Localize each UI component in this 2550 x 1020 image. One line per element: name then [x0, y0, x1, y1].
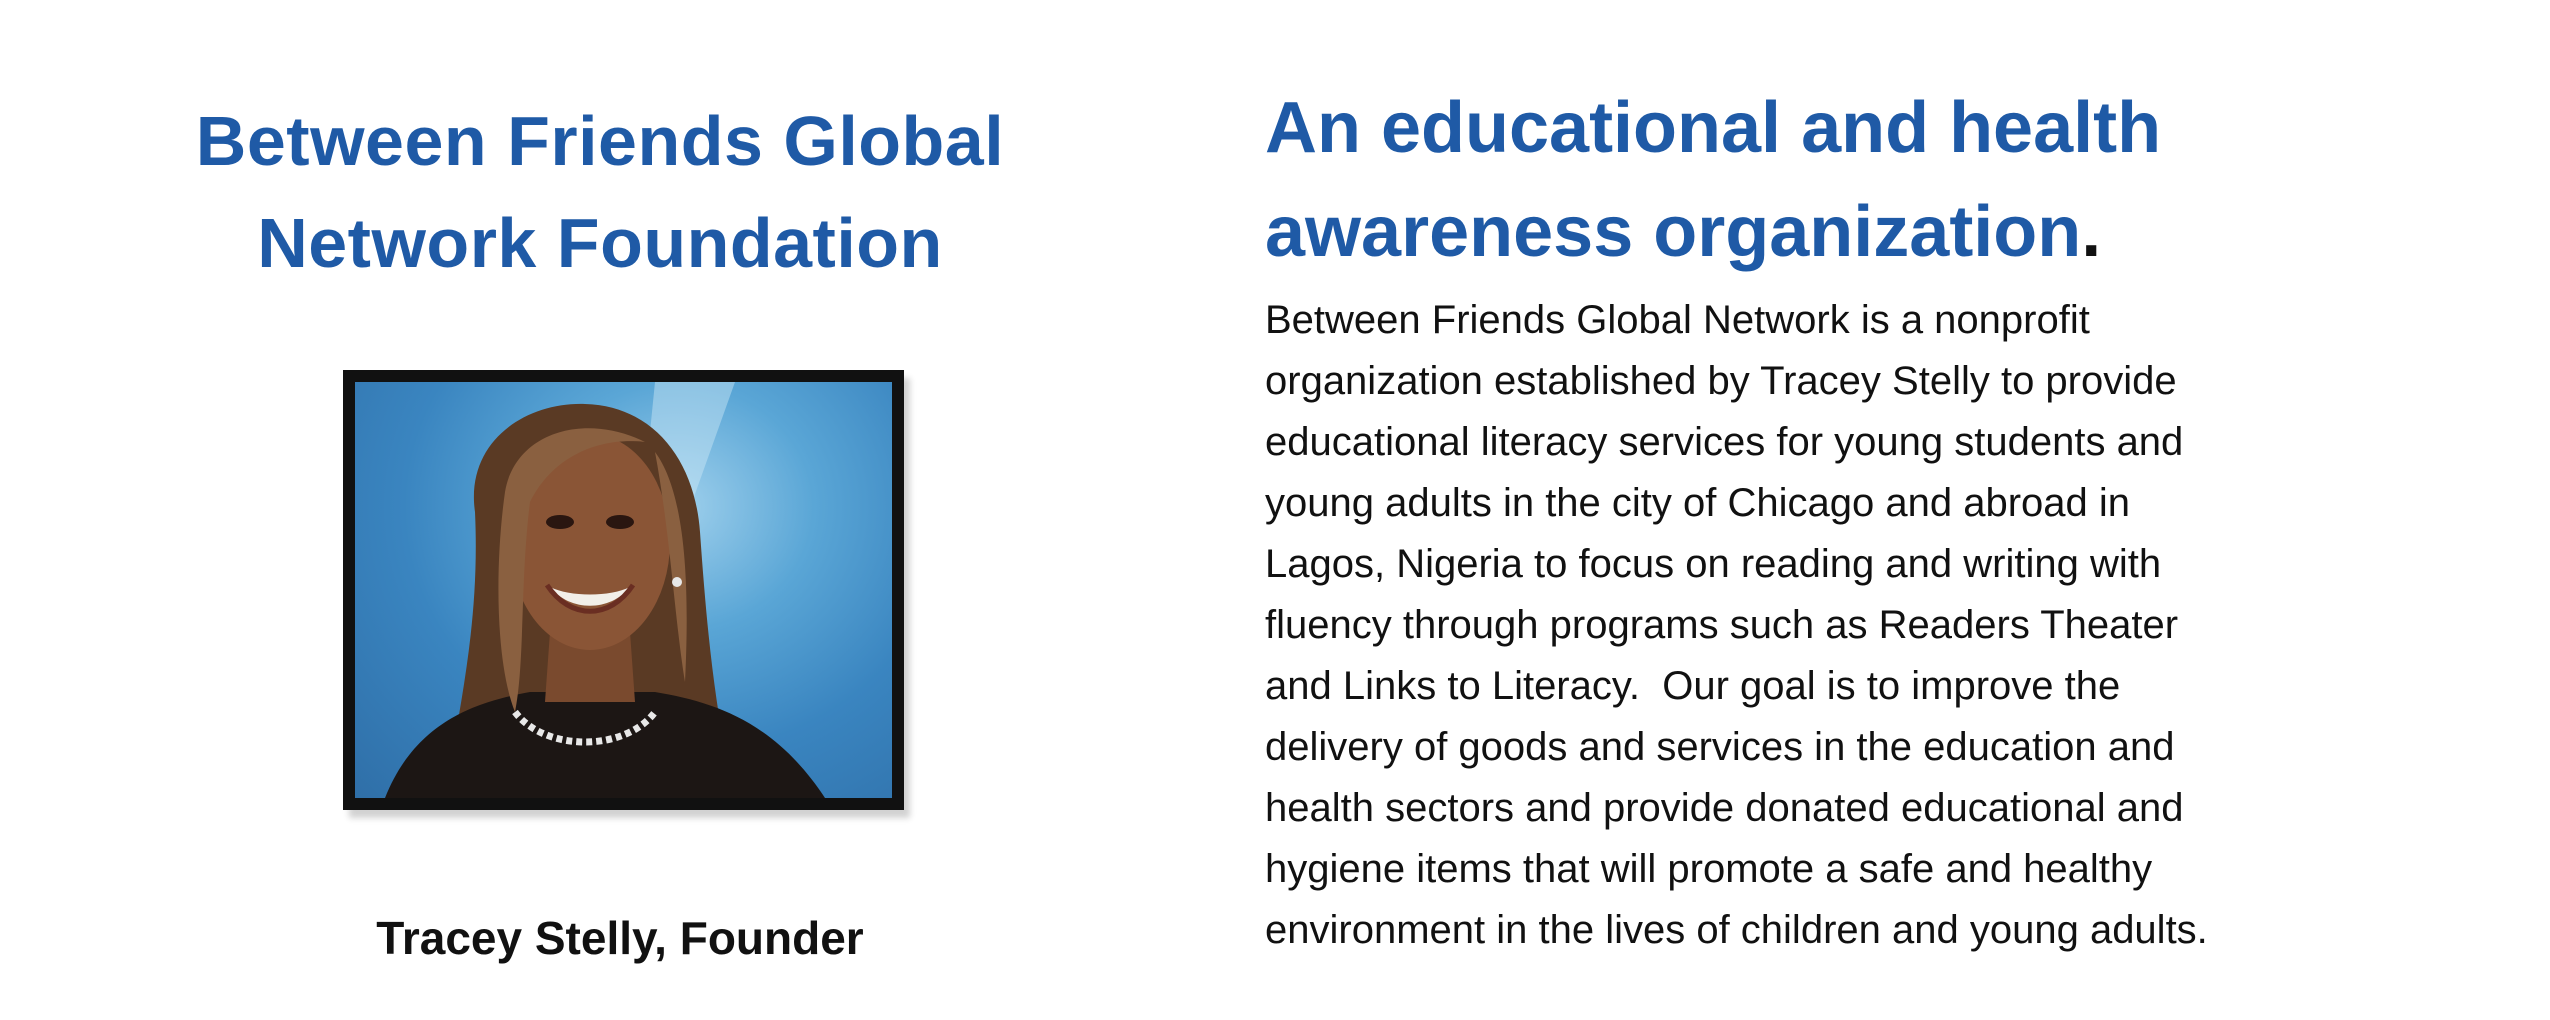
organization-title	[120, 90, 1080, 294]
founder-photo-frame	[343, 370, 904, 810]
description-line: Lagos, Nigeria to focus on reading and writing with	[1265, 542, 2162, 586]
description-line: Between Friends Global Network is a nonprofit	[1265, 298, 2090, 342]
description-line: hygiene items that will promote a safe and healthy	[1265, 847, 2153, 891]
description-line: delivery of goods and services in the education and	[1265, 725, 2175, 769]
headline-line-1: An educational and health	[1265, 88, 2162, 168]
organization-title-line-2: Network Foundation	[257, 204, 943, 282]
description-paragraph	[1265, 290, 2485, 961]
description-line: environment in the lives of children and young adults.	[1265, 908, 2208, 952]
headline	[1265, 76, 2485, 284]
headline-period: .	[2081, 192, 2102, 272]
organization-title-line-1: Between Friends Global	[195, 102, 1005, 180]
headline-line-2: awareness organization	[1265, 192, 2082, 272]
portrait-illustration	[355, 382, 892, 798]
description-line: educational literacy services for young students and	[1265, 420, 2184, 464]
description-line: young adults in the city of Chicago and abroad in	[1265, 481, 2131, 525]
description-line: organization established by Tracey Stelly to provide	[1265, 359, 2177, 403]
description-line: and Links to Literacy. Our goal is to improve the	[1265, 664, 2121, 708]
description-line: health sectors and provide donated educational and	[1265, 786, 2184, 830]
description-line: fluency through programs such as Readers Theater	[1265, 603, 2179, 647]
photo-caption: Tracey Stelly, Founder	[376, 912, 864, 964]
founder-photo	[355, 382, 892, 798]
right-column	[1265, 76, 2485, 961]
left-column	[120, 90, 1080, 294]
